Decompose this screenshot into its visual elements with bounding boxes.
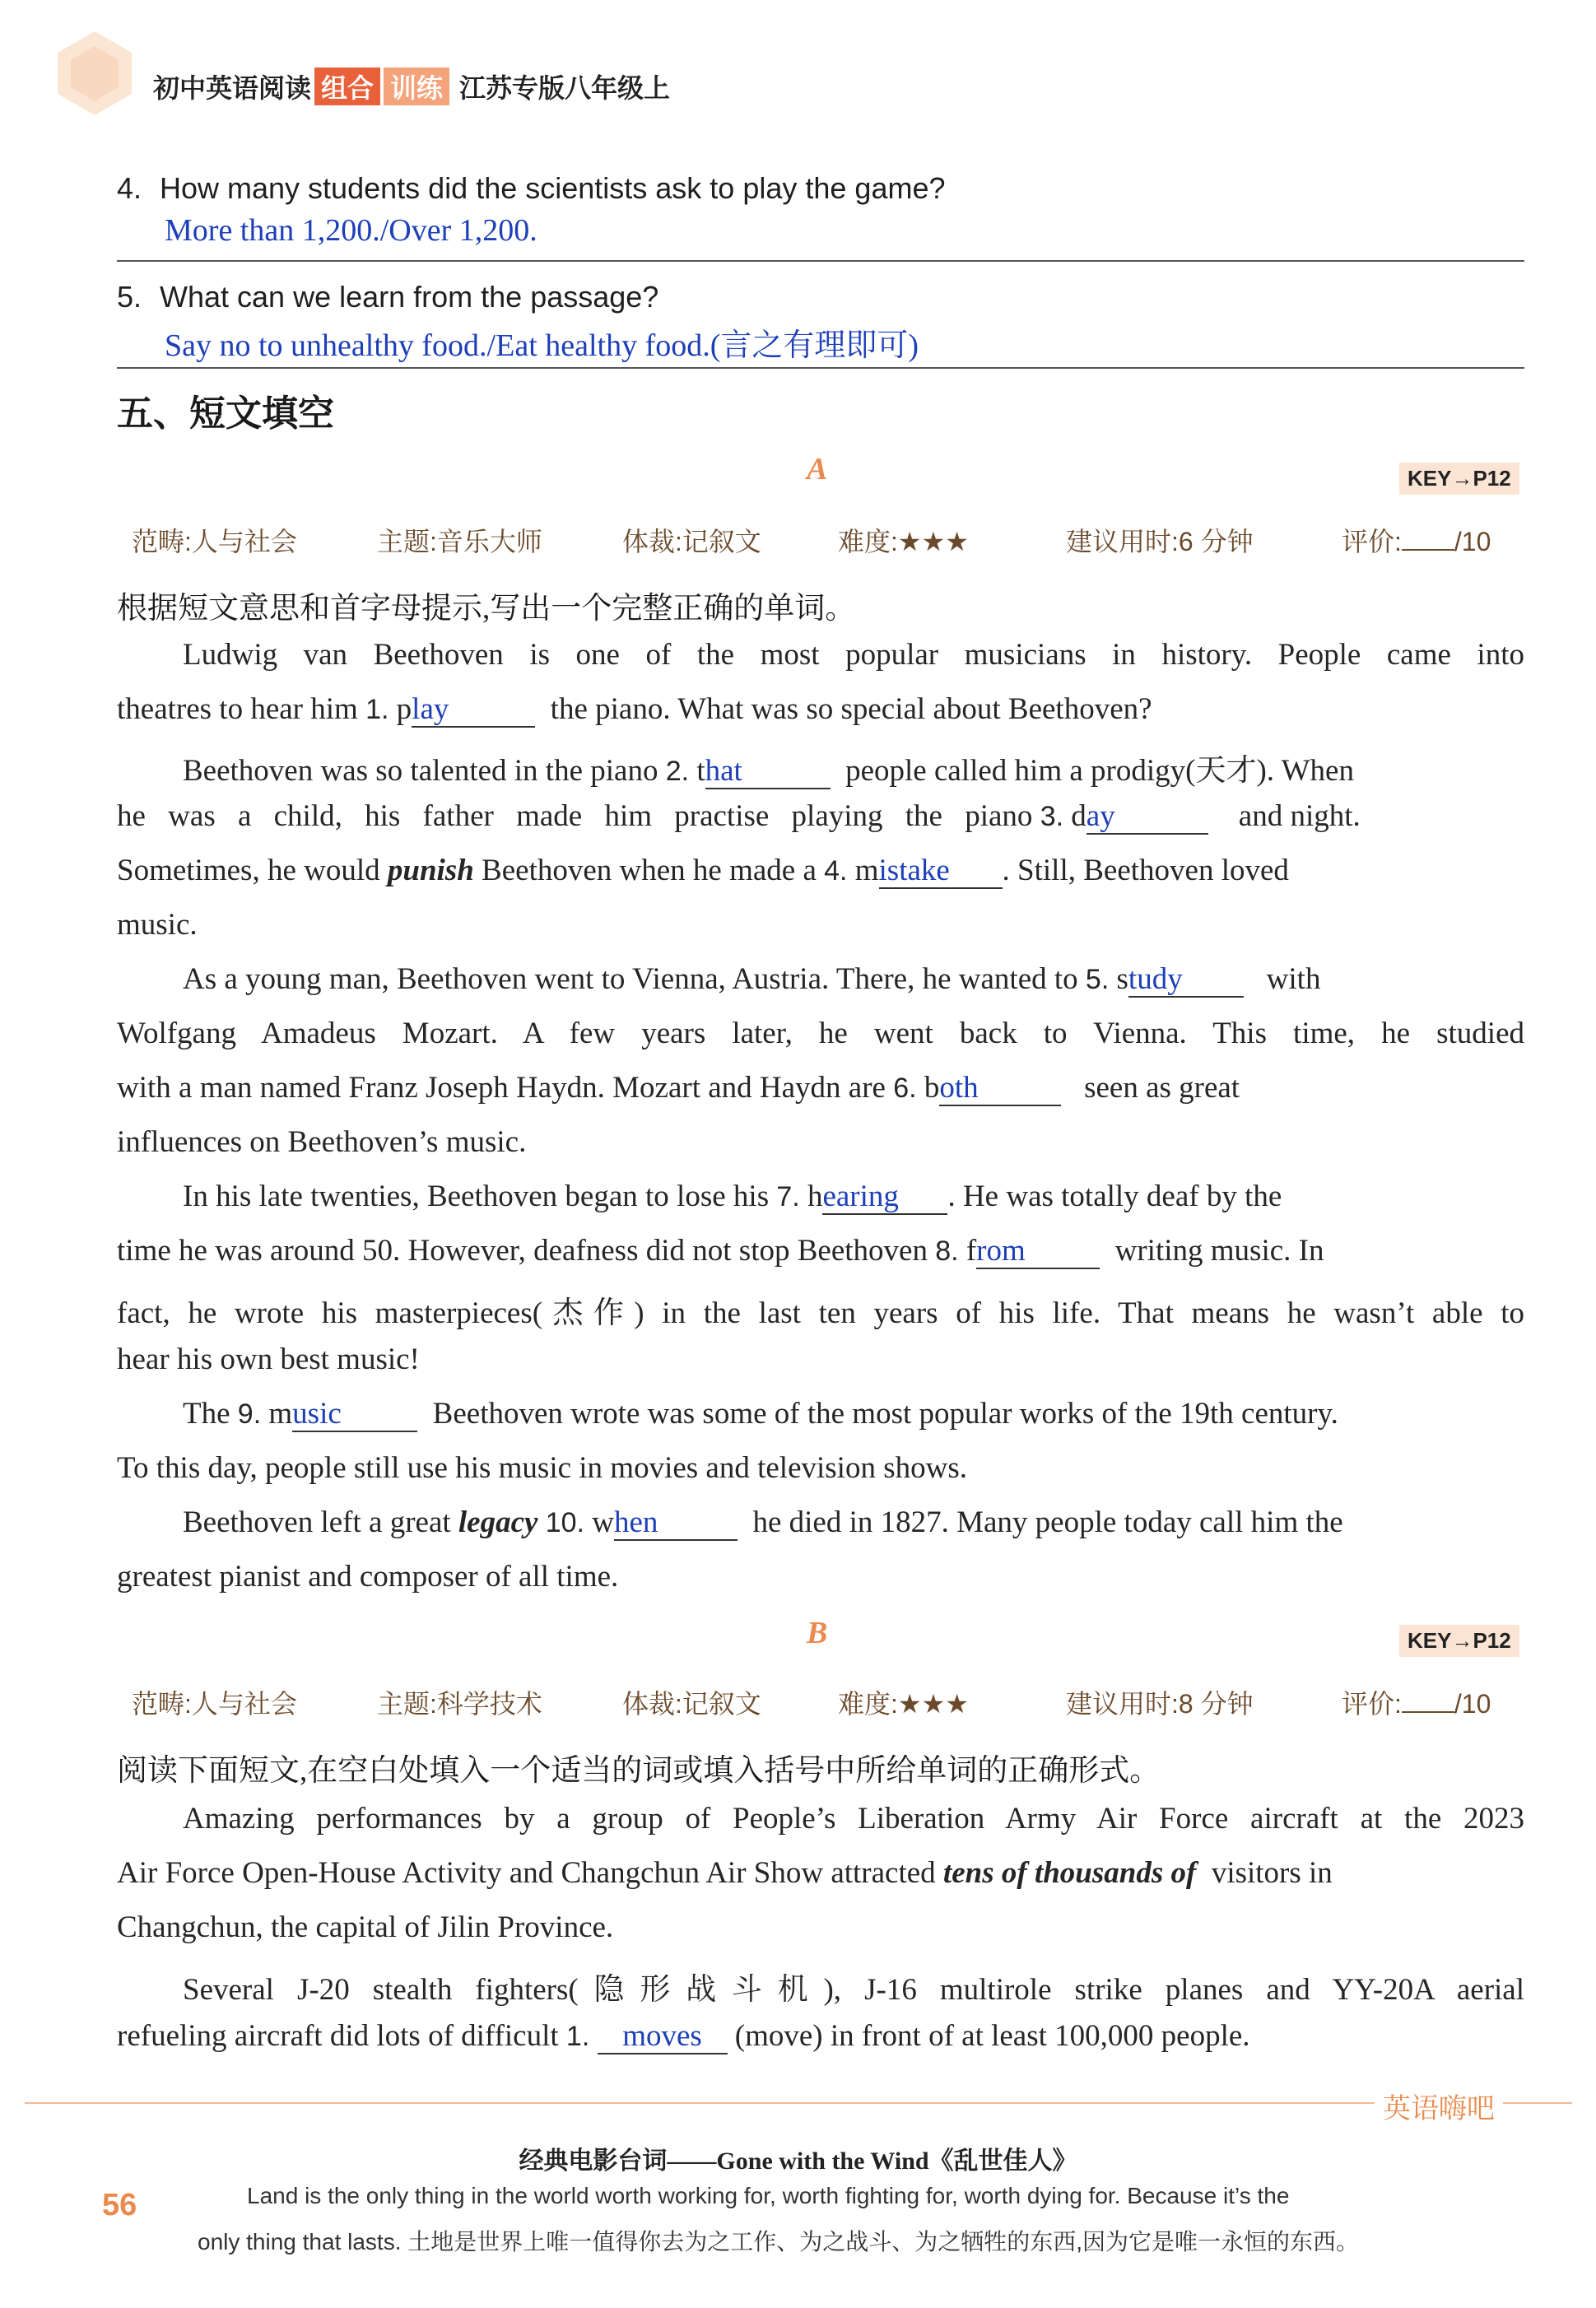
blank-9-prefix: m bbox=[268, 1397, 293, 1431]
question-4: 4. How many students did the scientists ask to play the game? bbox=[117, 171, 946, 205]
blank-1[interactable]: lay bbox=[412, 694, 535, 728]
passage-line: Beethoven left a great legacy 10. when he died in 1827. Many people today call him the bbox=[183, 1505, 1343, 1539]
part-a-meta bbox=[0, 521, 1596, 554]
meta-time: 建议用时:6 分钟 bbox=[1066, 527, 1254, 556]
quote-line: Land is the only thing in the world worth working for, worth fighting for, worth dying for. Because it’s the bbox=[247, 2183, 1290, 2208]
part-a-letter: A bbox=[807, 452, 828, 486]
tag-training: 训练 bbox=[384, 67, 449, 105]
meta-theme: 主题:音乐大师 bbox=[377, 527, 542, 556]
passage-line: with a man named Franz Joseph Haydn. Mozart and Haydn are 6. both seen as great bbox=[117, 1071, 1240, 1105]
meta-time: 建议用时:8 分钟 bbox=[1066, 1689, 1254, 1719]
passage-line: he was a child, his father made him practise playing the piano 3. day and night. bbox=[117, 799, 1361, 833]
answer-4: More than 1,200./Over 1,200. bbox=[165, 213, 537, 248]
book-header bbox=[153, 67, 670, 105]
keyword-phrase: tens of thousands of bbox=[942, 1856, 1197, 1890]
blank-8[interactable]: rom bbox=[976, 1235, 1100, 1269]
score-blank[interactable] bbox=[1402, 549, 1454, 551]
meta-difficulty: 难度:★★★ bbox=[838, 1689, 969, 1719]
blank-3-prefix: d bbox=[1071, 799, 1086, 833]
passage-line: In his late twenties, Beethoven began to lose his 7. hearing . He was totally deaf by the bbox=[183, 1180, 1282, 1213]
passage-line: fact, he wrote his masterpieces(杰作) in the last ten years of his life. That means he wasn’t able to bbox=[117, 1296, 1524, 1330]
meta-score: 评价: /10 bbox=[1342, 527, 1491, 556]
blank-6-prefix: b bbox=[924, 1071, 940, 1105]
blank-10[interactable]: hen bbox=[614, 1507, 738, 1541]
answer-key-ref: KEY→P12 bbox=[1399, 1625, 1519, 1657]
blank-3[interactable]: ay bbox=[1086, 801, 1208, 835]
meta-category: 范畴:人与社会 bbox=[132, 1689, 297, 1719]
passage-line: Changchun, the capital of Jilin Province. bbox=[117, 1910, 614, 1944]
blank-1-prefix: p bbox=[396, 692, 412, 726]
footer-divider bbox=[25, 2102, 1572, 2104]
footer-brand: 英语嗨吧 bbox=[1375, 2086, 1503, 2126]
answer-line bbox=[117, 260, 1524, 262]
part-a-instruction: 根据短文意思和首字母提示,写出一个完整正确的单词。 bbox=[117, 592, 856, 626]
meta-difficulty: 难度:★★★ bbox=[838, 527, 969, 556]
page-number: 56 bbox=[102, 2188, 137, 2222]
score-blank[interactable] bbox=[1402, 1711, 1454, 1713]
blank-2-prefix: t bbox=[696, 754, 705, 788]
passage-line: To this day, people still use his music in movies and television shows. bbox=[117, 1451, 967, 1485]
passage-line: The 9. music Beethoven wrote was some of the most popular works of the 19th century. bbox=[183, 1397, 1338, 1431]
passage-line: hear his own best music! bbox=[117, 1342, 420, 1376]
passage-line: influences on Beethoven’s music. bbox=[117, 1125, 527, 1159]
meta-score: 评价: /10 bbox=[1342, 1689, 1491, 1719]
blank-2[interactable]: hat bbox=[705, 756, 831, 789]
meta-genre: 体裁:记叙文 bbox=[622, 527, 761, 556]
passage-line: Amazing performances by a group of People’s Liberation Army Air Force aircraft at the 2023 bbox=[183, 1802, 1524, 1836]
tag-combo: 组合 bbox=[314, 67, 380, 105]
passage-line: music. bbox=[117, 908, 198, 942]
quote-title: 经典电影台词——Gone with the Wind《乱世佳人》 bbox=[519, 2147, 1077, 2175]
part-b-instruction: 阅读下面短文,在空白处填入一个适当的词或填入括号中所给单词的正确形式。 bbox=[117, 1754, 1161, 1788]
passage-line: Air Force Open-House Activity and Changchun Air Show attracted tens of thousands of visitors in bbox=[117, 1856, 1333, 1890]
passage-line: Ludwig van Beethoven is one of the most popular musicians in history. People came into bbox=[183, 638, 1524, 672]
answer-5: Say no to unhealthy food./Eat healthy food.(言之有理即可) bbox=[165, 328, 919, 363]
passage-line: Wolfgang Amadeus Mozart. A few years later, he went back to Vienna. This time, he studied bbox=[117, 1017, 1524, 1050]
question-5: 5. What can we learn from the passage? bbox=[117, 280, 659, 314]
blank-4-prefix: m bbox=[854, 854, 879, 887]
part-b-letter: B bbox=[807, 1616, 828, 1650]
keyword-punish: punish bbox=[387, 854, 474, 887]
book-subtitle: 江苏专版八年级上 bbox=[459, 73, 671, 103]
blank-9[interactable]: usic bbox=[292, 1398, 417, 1432]
passage-line: Sometimes, he would punish Beethoven when he made a 4. mistake . Still, Beethoven loved bbox=[117, 854, 1289, 887]
passage-line: As a young man, Beethoven went to Vienna, Austria. There, he wanted to 5. study with bbox=[183, 962, 1321, 996]
blank-7[interactable]: earing bbox=[822, 1181, 947, 1215]
blank-5-prefix: s bbox=[1116, 962, 1128, 996]
meta-category: 范畴:人与社会 bbox=[132, 527, 297, 556]
section-title: 五、短文填空 bbox=[117, 393, 334, 434]
blank-5[interactable]: tudy bbox=[1128, 964, 1244, 998]
passage-line: time he was around 50. However, deafness did not stop Beethoven 8. from writing music. In bbox=[117, 1234, 1324, 1268]
meta-theme: 主题:科学技术 bbox=[377, 1689, 542, 1719]
quote-line: only thing that lasts. 土地是世界上唯一值得你去为之工作、为之战斗、为之牺牲的东西,因为它是唯一永恒的东西。 bbox=[198, 2229, 1360, 2254]
answer-line bbox=[117, 367, 1524, 369]
blank-8-prefix: f bbox=[966, 1234, 977, 1268]
blank-7-prefix: h bbox=[807, 1180, 823, 1213]
part-b-meta bbox=[0, 1683, 1596, 1719]
passage-line: theatres to hear him 1. play the piano. What was so special about Beethoven? bbox=[117, 692, 1152, 726]
meta-genre: 体裁:记叙文 bbox=[622, 1689, 761, 1719]
passage-line: greatest pianist and composer of all time. bbox=[117, 1560, 619, 1594]
keyword-legacy: legacy bbox=[458, 1505, 538, 1539]
question-text: How many students did the scientists ask to play the game? bbox=[160, 171, 946, 205]
blank-10-prefix: w bbox=[592, 1505, 614, 1539]
answer-key-ref: KEY→P12 bbox=[1399, 463, 1519, 495]
book-title: 初中英语阅读 bbox=[153, 73, 312, 103]
passage-line: Several J-20 stealth fighters(隐形战斗机), J-16 multirole strike planes and YY-20A aerial bbox=[183, 1973, 1524, 2007]
passage-line: Beethoven was so talented in the piano 2. that people called him a prodigy(天才). When bbox=[183, 754, 1354, 788]
hexagon-decoration bbox=[49, 28, 140, 119]
blank-b1[interactable]: moves bbox=[598, 2021, 728, 2054]
passage-line: refueling aircraft did lots of difficult 1. moves (move) in front of at least 100,000 people. bbox=[117, 2019, 1250, 2053]
question-text: What can we learn from the passage? bbox=[160, 280, 659, 314]
blank-4[interactable]: istake bbox=[879, 855, 1003, 889]
blank-6[interactable]: oth bbox=[939, 1073, 1061, 1106]
